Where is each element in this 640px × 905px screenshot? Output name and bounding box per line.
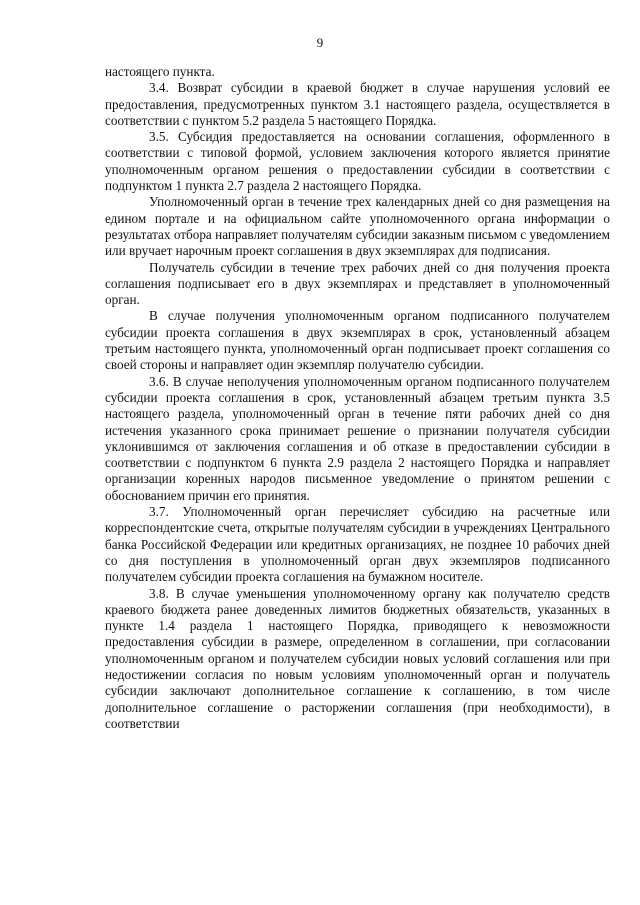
paragraph-continuation: настоящего пункта.: [105, 64, 215, 79]
paragraph-3-5-countersign: В случае получения уполномоченным органом подписанного получателем субсидии проекта соглашения в двух экземплярах в срок, установленный абзацем третьим настоящего пункта, уполномоченный орган подписывает проект соглашения со своей стороны и направляет один экземпляр получателю субсидии.: [105, 308, 610, 373]
document-body: [105, 64, 610, 732]
paragraph-3-6: 3.6. В случае неполучения уполномоченным органом подписанного получателем субсидии проекта соглашения в срок, установленный абзацем третьим пункта 3.5 настоящего раздела, уполномоченный орган в течение пяти рабочих дней со дня истечения указанного срока принимает решение о признании получателя субсидии уклонившимся от заключения соглашения и об отказе в предоставлении субсидии в соответствии с подпунктом 6 пункта 2.9 раздела 2 настоящего Порядка и направляет организации коренных народов письменное уведомление о принятом решении с обоснованием причин его принятия.: [105, 373, 610, 503]
paragraph-3-5: 3.5. Субсидия предоставляется на основании соглашения, оформленного в соответствии с типовой формой, условием заключения которого является принятие уполномоченным органом решения о предоставлении субсидии в соответствии с подпунктом 1 пункта 2.7 раздела 2 настоящего Порядка.: [105, 129, 610, 194]
page-number: 9: [316, 35, 324, 50]
paragraph-3-5-signing: Получатель субсидии в течение трех рабочих дней со дня получения проекта соглашения подписывает его в двух экземплярах и представляет в уполномоченный орган.: [105, 259, 610, 308]
paragraph-3-8: 3.8. В случае уменьшения уполномоченному органу как получателю средств краевого бюджета ранее доведенных лимитов бюджетных обязательств, указанных в пункте 1.4 раздела 1 настоящего Порядка, приводящего к невозможности предоставления субсидии в размере, определенном в соглашении, при согласовании уполномоченным органом и получателем субсидии новых условий соглашения или при недостижении согласия по новым условиям уполномоченный орган и получатель субсидии заключают дополнительное соглашение к соглашению, в том числе дополнительное соглашение о расторжении соглашения (при необходимости), в соответствии: [105, 585, 610, 731]
paragraph-3-7: 3.7. Уполномоченный орган перечисляет субсидию на расчетные или корреспондентские счета, открытые получателям субсидии в учреждениях Центрального банка Российской Федерации или кредитных организациях, не позднее 10 рабочих дней со дня поступления в уполномоченный орган двух экземпляров подписанного получателем субсидии проекта соглашения на бумажном носителе.: [105, 504, 610, 585]
paragraph-3-4: 3.4. Возврат субсидии в краевой бюджет в случае нарушения условий ее предоставления, предусмотренных пунктом 3.1 настоящего раздела, осуществляется в соответствии с пунктом 5.2 раздела 5 настоящего Порядка.: [105, 80, 610, 128]
paragraph-3-5-notice: Уполномоченный орган в течение трех календарных дней со дня размещения на едином портале и на официальном сайте уполномоченного органа информации о результатах отбора направляет получателям субсидии заказным письмом с уведомлением или вручает нарочным проект соглашения в двух экземплярах для подписания.: [105, 194, 610, 259]
